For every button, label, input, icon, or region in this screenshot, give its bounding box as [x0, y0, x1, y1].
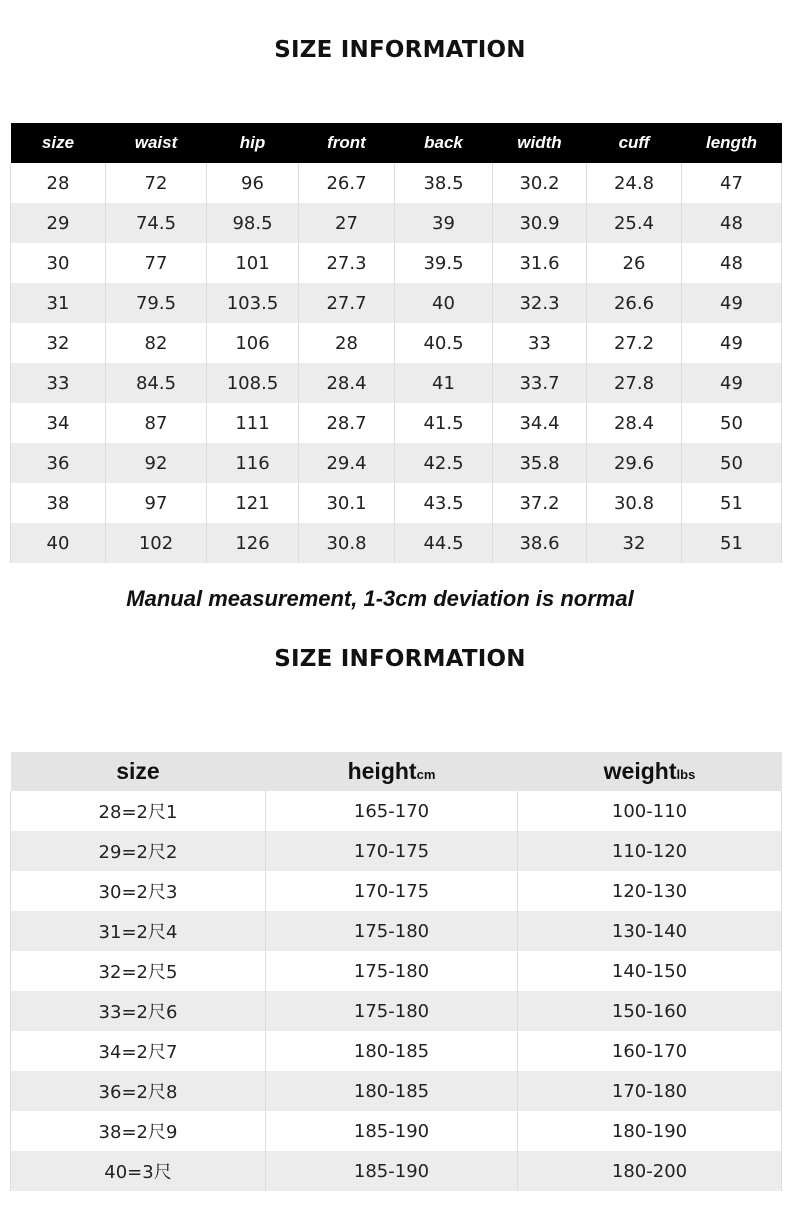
table-cell: 49 — [682, 323, 782, 363]
table-cell: 39.5 — [395, 243, 493, 283]
table-cell: 29=2尺2 — [11, 831, 266, 871]
table-cell: 100-110 — [518, 791, 782, 831]
measurement-row — [11, 523, 782, 563]
col-header-hip: hip — [207, 123, 299, 163]
table-cell: 126 — [207, 523, 299, 563]
measurement-note: Manual measurement, 1-3cm deviation is normal — [126, 586, 634, 611]
table-cell: 108.5 — [207, 363, 299, 403]
table-cell: 84.5 — [106, 363, 207, 403]
table-cell: 175-180 — [266, 911, 518, 951]
table-cell: 31=2尺4 — [11, 911, 266, 951]
table-cell: 32 — [11, 323, 106, 363]
measurement-row — [11, 443, 782, 483]
table-cell: 185-190 — [266, 1111, 518, 1151]
fit-table — [10, 752, 782, 1191]
table-cell: 33.7 — [493, 363, 587, 403]
table-cell: 28 — [11, 163, 106, 203]
measurement-header-row — [11, 123, 782, 163]
col-header-label: height — [347, 758, 417, 784]
table-cell: 96 — [207, 163, 299, 203]
table-cell: 180-200 — [518, 1151, 782, 1191]
table-cell: 82 — [106, 323, 207, 363]
table-cell: 38.6 — [493, 523, 587, 563]
table-cell: 49 — [682, 363, 782, 403]
table-cell: 170-180 — [518, 1071, 782, 1111]
table-cell: 101 — [207, 243, 299, 283]
table-cell: 28=2尺1 — [11, 791, 266, 831]
table-cell: 38 — [11, 483, 106, 523]
col-header-waist: waist — [106, 123, 207, 163]
table-cell: 36=2尺8 — [11, 1071, 266, 1111]
col-header-length: length — [682, 123, 782, 163]
table-cell: 30.9 — [493, 203, 587, 243]
table-cell: 34=2尺7 — [11, 1031, 266, 1071]
table-cell: 26.7 — [299, 163, 395, 203]
table-cell: 32.3 — [493, 283, 587, 323]
table-cell: 34 — [11, 403, 106, 443]
table-cell: 106 — [207, 323, 299, 363]
table-cell: 180-185 — [266, 1031, 518, 1071]
table-cell: 87 — [106, 403, 207, 443]
table-cell: 24.8 — [587, 163, 682, 203]
measurement-row — [11, 483, 782, 523]
measurement-row — [11, 203, 782, 243]
table-cell: 26.6 — [587, 283, 682, 323]
fit-row — [11, 791, 782, 831]
table-cell: 98.5 — [207, 203, 299, 243]
table-cell: 160-170 — [518, 1031, 782, 1071]
measurement-row — [11, 323, 782, 363]
table-cell: 180-185 — [266, 1071, 518, 1111]
table-cell: 38.5 — [395, 163, 493, 203]
table-cell: 28 — [299, 323, 395, 363]
table-cell: 27.3 — [299, 243, 395, 283]
col-header-cuff: cuff — [587, 123, 682, 163]
table-cell: 116 — [207, 443, 299, 483]
table-cell: 165-170 — [266, 791, 518, 831]
table-cell: 37.2 — [493, 483, 587, 523]
table-cell: 41 — [395, 363, 493, 403]
table-cell: 49 — [682, 283, 782, 323]
table-cell: 29.6 — [587, 443, 682, 483]
fit-header-row — [11, 752, 782, 791]
col-header-unit: lbs — [676, 767, 696, 782]
measurement-table — [10, 123, 782, 563]
table-cell: 102 — [106, 523, 207, 563]
table-cell: 39 — [395, 203, 493, 243]
table-cell: 180-190 — [518, 1111, 782, 1151]
table-cell: 43.5 — [395, 483, 493, 523]
table-cell: 28.7 — [299, 403, 395, 443]
table-cell: 30 — [11, 243, 106, 283]
col-header-label: size — [116, 758, 160, 784]
table-cell: 33 — [11, 363, 106, 403]
table-cell: 48 — [682, 243, 782, 283]
measurement-row — [11, 243, 782, 283]
table-cell: 26 — [587, 243, 682, 283]
table-cell: 40 — [395, 283, 493, 323]
table-cell: 30.8 — [587, 483, 682, 523]
table-cell: 44.5 — [395, 523, 493, 563]
table-cell: 150-160 — [518, 991, 782, 1031]
table-cell: 42.5 — [395, 443, 493, 483]
table-cell: 40 — [11, 523, 106, 563]
table-cell: 140-150 — [518, 951, 782, 991]
table-cell: 27.2 — [587, 323, 682, 363]
table-cell: 35.8 — [493, 443, 587, 483]
table-cell: 30.1 — [299, 483, 395, 523]
fit-row — [11, 871, 782, 911]
col-header-label: weight — [603, 758, 677, 784]
table-cell: 30.2 — [493, 163, 587, 203]
fit-row — [11, 831, 782, 871]
table-cell: 103.5 — [207, 283, 299, 323]
table-cell: 77 — [106, 243, 207, 283]
table-cell: 41.5 — [395, 403, 493, 443]
table-cell: 110-120 — [518, 831, 782, 871]
fit-row — [11, 1071, 782, 1111]
col-header-size — [11, 752, 266, 791]
table-cell: 130-140 — [518, 911, 782, 951]
table-cell: 120-130 — [518, 871, 782, 911]
table-cell: 27.8 — [587, 363, 682, 403]
table-cell: 50 — [682, 443, 782, 483]
table-cell: 97 — [106, 483, 207, 523]
table-cell: 33 — [493, 323, 587, 363]
table-cell: 72 — [106, 163, 207, 203]
table-cell: 36 — [11, 443, 106, 483]
fit-row — [11, 991, 782, 1031]
table-cell: 111 — [207, 403, 299, 443]
table-cell: 185-190 — [266, 1151, 518, 1191]
table-cell: 170-175 — [266, 831, 518, 871]
table-cell: 175-180 — [266, 951, 518, 991]
table-cell: 30.8 — [299, 523, 395, 563]
table-cell: 29.4 — [299, 443, 395, 483]
col-header-front: front — [299, 123, 395, 163]
table-cell: 175-180 — [266, 991, 518, 1031]
table-cell: 31.6 — [493, 243, 587, 283]
size-info-heading-top: SIZE INFORMATION — [274, 37, 526, 63]
col-header-back: back — [395, 123, 493, 163]
table-cell: 28.4 — [587, 403, 682, 443]
col-header-size: size — [11, 123, 106, 163]
table-cell: 25.4 — [587, 203, 682, 243]
table-cell: 29 — [11, 203, 106, 243]
table-cell: 121 — [207, 483, 299, 523]
table-cell: 27.7 — [299, 283, 395, 323]
table-cell: 30=2尺3 — [11, 871, 266, 911]
table-cell: 32 — [587, 523, 682, 563]
table-cell: 51 — [682, 523, 782, 563]
table-cell: 33=2尺6 — [11, 991, 266, 1031]
table-cell: 48 — [682, 203, 782, 243]
table-cell: 28.4 — [299, 363, 395, 403]
table-cell: 79.5 — [106, 283, 207, 323]
table-cell: 31 — [11, 283, 106, 323]
col-header-weight — [518, 752, 782, 791]
table-cell: 74.5 — [106, 203, 207, 243]
size-info-heading-bottom: SIZE INFORMATION — [274, 646, 526, 672]
table-cell: 40=3尺 — [11, 1151, 266, 1191]
table-cell: 92 — [106, 443, 207, 483]
table-cell: 47 — [682, 163, 782, 203]
table-cell: 50 — [682, 403, 782, 443]
fit-row — [11, 911, 782, 951]
fit-row — [11, 1111, 782, 1151]
table-cell: 32=2尺5 — [11, 951, 266, 991]
table-cell: 170-175 — [266, 871, 518, 911]
col-header-height — [266, 752, 518, 791]
table-cell: 34.4 — [493, 403, 587, 443]
fit-row — [11, 1031, 782, 1071]
table-cell: 51 — [682, 483, 782, 523]
table-cell: 40.5 — [395, 323, 493, 363]
measurement-row — [11, 283, 782, 323]
measurement-row — [11, 363, 782, 403]
table-cell: 27 — [299, 203, 395, 243]
measurement-row — [11, 163, 782, 203]
fit-row — [11, 1151, 782, 1191]
col-header-width: width — [493, 123, 587, 163]
measurement-row — [11, 403, 782, 443]
col-header-unit: cm — [416, 767, 436, 782]
table-cell: 38=2尺9 — [11, 1111, 266, 1151]
fit-row — [11, 951, 782, 991]
